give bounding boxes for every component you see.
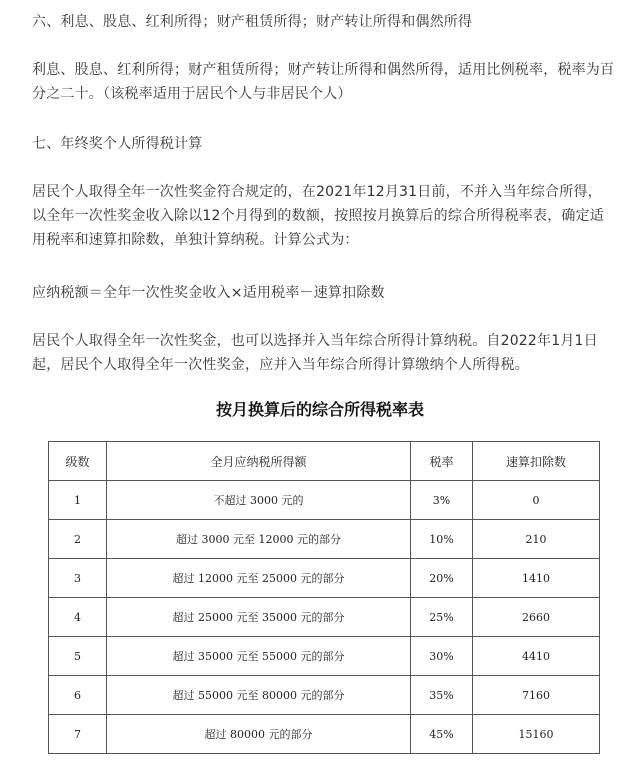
cell-tax-rate: 45% <box>411 715 473 754</box>
cell-taxable-income: 不超过 3000 元的 <box>107 481 411 520</box>
header-level: 级数 <box>49 442 107 481</box>
cell-level: 5 <box>49 637 107 676</box>
cell-taxable-income: 超过 25000 元至 35000 元的部分 <box>107 598 411 637</box>
cell-taxable-income: 超过 35000 元至 55000 元的部分 <box>107 637 411 676</box>
cell-taxable-income: 超过 55000 元至 80000 元的部分 <box>107 676 411 715</box>
section-six-body: 利息、股息、红利所得；财产租赁所得；财产转让所得和偶然所得，适用比例税率，税率为百分之二十。（该税率适用于居民个人与非居民个人） <box>32 62 615 102</box>
table-row <box>49 559 600 598</box>
table-row <box>49 676 600 715</box>
cell-level: 7 <box>49 715 107 754</box>
header-tax-rate: 税率 <box>411 442 473 481</box>
tax-formula: 应纳税额＝全年一次性奖金收入×适用税率－速算扣除数 <box>32 285 385 301</box>
cell-tax-rate: 3% <box>411 481 473 520</box>
cell-quick-deduction: 0 <box>473 481 600 520</box>
header-taxable-income: 全月应纳税所得额 <box>107 442 411 481</box>
cell-quick-deduction: 7160 <box>473 676 600 715</box>
table-row <box>49 481 600 520</box>
table-row <box>49 520 600 559</box>
cell-tax-rate: 10% <box>411 520 473 559</box>
cell-quick-deduction: 4410 <box>473 637 600 676</box>
table-row <box>49 598 600 637</box>
tax-rate-table <box>48 441 600 754</box>
cell-tax-rate: 30% <box>411 637 473 676</box>
table-header-row <box>49 442 600 481</box>
cell-tax-rate: 20% <box>411 559 473 598</box>
section-seven-note: 居民个人取得全年一次性奖金，也可以选择并入当年综合所得计算纳税。自2022年1月1日起，居民个人取得全年一次性奖金，应并入当年综合所得计算缴纳个人所得税。 <box>32 333 598 373</box>
table-row <box>49 637 600 676</box>
cell-quick-deduction: 2660 <box>473 598 600 637</box>
cell-level: 6 <box>49 676 107 715</box>
cell-quick-deduction: 210 <box>473 520 600 559</box>
cell-quick-deduction: 15160 <box>473 715 600 754</box>
cell-level: 3 <box>49 559 107 598</box>
cell-tax-rate: 35% <box>411 676 473 715</box>
cell-taxable-income: 超过 12000 元至 25000 元的部分 <box>107 559 411 598</box>
section-seven-heading: 七、年终奖个人所得税计算 <box>32 136 203 152</box>
cell-taxable-income: 超过 3000 元至 12000 元的部分 <box>107 520 411 559</box>
section-seven-body: 居民个人取得全年一次性奖金符合规定的，在2021年12月31日前，不并入当年综合所得，以全年一次性奖金收入除以12个月得到的数额，按照按月换算后的综合所得税率表，确定适用税率和速算扣除数，单独计算纳税。计算公式为： <box>32 184 605 248</box>
table-title: 按月换算后的综合所得税率表 <box>215 400 424 419</box>
cell-quick-deduction: 1410 <box>473 559 600 598</box>
section-six-heading: 六、利息、股息、红利所得；财产租赁所得；财产转让所得和偶然所得 <box>32 14 473 30</box>
cell-tax-rate: 25% <box>411 598 473 637</box>
cell-level: 1 <box>49 481 107 520</box>
cell-level: 4 <box>49 598 107 637</box>
cell-taxable-income: 超过 80000 元的部分 <box>107 715 411 754</box>
header-quick-deduction: 速算扣除数 <box>473 442 600 481</box>
table-row <box>49 715 600 754</box>
cell-level: 2 <box>49 520 107 559</box>
